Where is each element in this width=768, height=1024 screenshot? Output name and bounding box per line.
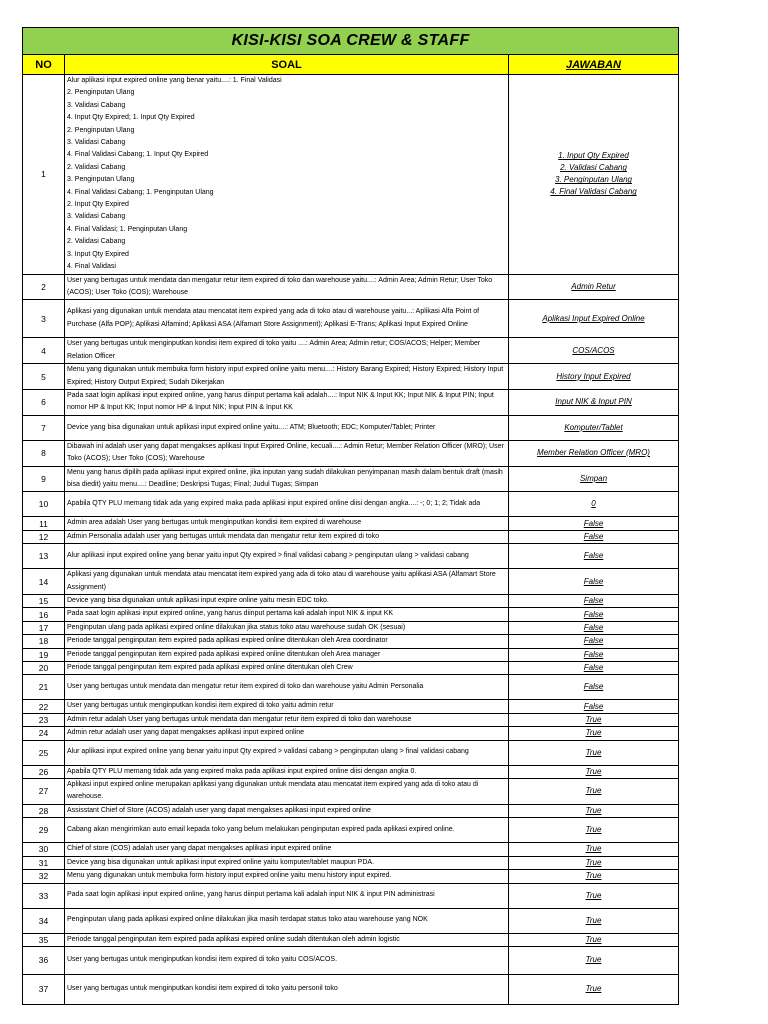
answer-cell [509, 492, 679, 517]
answer-cell [509, 300, 679, 338]
question-line: Aplikasi yang digunakan untuk mendata atau mencatat item expired yang ada di toko atau di warehouse yaitu...: Aplikasi Alfa Point of Purchase (Alfa POP); Aplikasi Alfamind; Aplikasi ASA (Alfamart Store Assignment); Aplikasi E-Trans; Aplikasi Input Expired Online [67, 308, 480, 328]
answer-cell [509, 635, 679, 648]
answer-text: True [585, 747, 602, 757]
table-row [23, 727, 679, 740]
answer-cell [509, 338, 679, 364]
question-number: 13 [23, 544, 65, 569]
answer-text: False [583, 576, 604, 586]
question-number: 34 [23, 908, 65, 933]
answer-text: True [585, 728, 602, 738]
question-text [65, 595, 509, 608]
question-line: Apabila QTY PLU memang tidak ada yang expired maka pada aplikasi input expired online diisi dengan angka....: -; 0; 1; 2; Tidak ada [67, 500, 481, 508]
table-row [23, 75, 679, 275]
table-row [23, 492, 679, 517]
answer-text: 3. Penginputan Ulang [555, 175, 632, 185]
question-text [65, 530, 509, 543]
answer-text: Admin Retur [571, 281, 616, 291]
question-text [65, 662, 509, 675]
sheet-title: KISI-KISI SOA CREW & STAFF [23, 28, 679, 55]
question-number: 29 [23, 818, 65, 843]
question-line: 4. Final Validasi Cabang; 1. Penginputan Ulang [67, 188, 214, 196]
question-line: Alur aplikasi input expired online yang benar yaitu input Qty expired > final validasi cabang > penginputan ulang > validasi cabang [67, 551, 469, 559]
question-number: 22 [23, 700, 65, 713]
answer-text: True [585, 825, 602, 835]
answer-text: False [583, 701, 604, 711]
question-line: 3. Penginputan Ulang [67, 176, 135, 184]
question-line: 2. Validasi Cabang [67, 163, 126, 171]
question-number: 25 [23, 740, 65, 765]
question-text [65, 933, 509, 946]
question-line: User yang bertugas untuk mendata dan mengatur retur item expired di toko dan warehouse yaitu Admin Personalia [67, 683, 424, 691]
question-text [65, 946, 509, 974]
question-number: 36 [23, 946, 65, 974]
answer-cell [509, 713, 679, 726]
question-number: 11 [23, 517, 65, 530]
question-text [65, 440, 509, 466]
table-row [23, 530, 679, 543]
question-number: 35 [23, 933, 65, 946]
question-number: 4 [23, 338, 65, 364]
question-text [65, 415, 509, 440]
answer-text: False [583, 663, 604, 673]
answer-cell [509, 765, 679, 778]
question-line: Apabila QTY PLU memang tidak ada yang expired maka pada aplikasi input expired online diisi dengan angka 0. [67, 767, 417, 775]
question-line: Assisstant Chief of Store (ACOS) adalah user yang dapat mengakses aplikasi input expired online [67, 806, 371, 814]
question-text [65, 713, 509, 726]
question-number: 32 [23, 870, 65, 883]
table-row [23, 870, 679, 883]
answer-text: True [585, 715, 602, 725]
question-text [65, 818, 509, 843]
answer-text: True [585, 806, 602, 816]
answer-cell [509, 544, 679, 569]
question-number: 24 [23, 727, 65, 740]
table-row [23, 608, 679, 621]
answer-text: False [583, 531, 604, 541]
question-text [65, 338, 509, 364]
question-text [65, 544, 509, 569]
answer-text: False [583, 518, 604, 528]
answer-text: True [585, 844, 602, 854]
question-number: 6 [23, 389, 65, 415]
answer-text: Member Relation Officer (MRO) [537, 448, 650, 458]
table-row [23, 364, 679, 390]
answer-text: False [583, 649, 604, 659]
answer-cell [509, 740, 679, 765]
answer-cell [509, 389, 679, 415]
question-number: 17 [23, 621, 65, 634]
question-number: 16 [23, 608, 65, 621]
question-line: Dibawah ini adalah user yang dapat mengakses aplikasi Input Expired Online, kecuali....: Admin Retur; Member Relation Officer (MRO); User Toko (ACOS); User Toko (COS); Warehouse [67, 442, 504, 463]
question-text [65, 727, 509, 740]
question-text [65, 492, 509, 517]
question-number: 3 [23, 300, 65, 338]
answer-cell [509, 946, 679, 974]
question-number: 5 [23, 364, 65, 390]
question-line: Alur aplikasi input expired online yang benar yaitu input Qty expired > validasi cabang > penginputan ulang > final validasi cabang [67, 748, 469, 756]
header-no: NO [23, 55, 65, 75]
question-line: User yang bertugas untuk mendata dan mengatur retur item expired di toko dan warehouse yaitu....: Admin Area; Admin Retur; User Toko (ACOS); User Toko (COS); Warehouse [67, 276, 493, 296]
question-number: 2 [23, 274, 65, 300]
answer-cell [509, 856, 679, 869]
question-number: 8 [23, 440, 65, 466]
question-line: 4. Final Validasi Cabang; 1. Input Qty Expired [67, 151, 209, 159]
answer-cell [509, 621, 679, 634]
question-text [65, 883, 509, 908]
answer-cell [509, 595, 679, 608]
worksheet [22, 27, 678, 1005]
answer-cell [509, 870, 679, 883]
question-text [65, 700, 509, 713]
question-text [65, 675, 509, 700]
table-row [23, 713, 679, 726]
table-row [23, 700, 679, 713]
answer-cell [509, 908, 679, 933]
table-row [23, 300, 679, 338]
answer-text: Input NIK & Input PIN [555, 397, 632, 407]
answer-text: Komputer/Tablet [564, 422, 623, 432]
question-text [65, 804, 509, 817]
table-row [23, 569, 679, 595]
header-row [23, 55, 679, 75]
question-line: Admin retur adalah User yang bertugas untuk mendata dan mengatur retur item expired di toko dan warehouse [67, 715, 412, 723]
question-line: Periode tanggal penginputan item expired pada aplikasi expired online ditentukan oleh Area manager [67, 650, 381, 658]
table-row [23, 648, 679, 661]
answer-cell [509, 675, 679, 700]
question-number: 23 [23, 713, 65, 726]
question-number: 10 [23, 492, 65, 517]
answer-cell [509, 818, 679, 843]
question-line: Admin area adalah User yang bertugas untuk menginputkan kondisi item expired di warehouse [67, 519, 362, 527]
answer-text: True [585, 890, 602, 900]
answer-cell [509, 364, 679, 390]
question-line: Pada saat login aplikasi input expired online, yang harus diinput pertama kali adalah....: Input NIK & Input KK; Input NIK & Input PIN; Input nomor HP & Input KK; Input nomor HP & Input NIK; Input PIN & Input KK [67, 391, 494, 412]
question-line: 2. Validasi Cabang [67, 238, 126, 246]
question-number: 30 [23, 843, 65, 856]
question-line: 4. Input Qty Expired; 1. Input Qty Expired [67, 114, 195, 122]
table-row [23, 635, 679, 648]
answer-cell [509, 662, 679, 675]
answer-text: True [585, 955, 602, 965]
answer-cell [509, 530, 679, 543]
question-line: Menu yang harus dipilih pada aplikasi input expired online, jika inputan yang sudah dilakukan penyimpanan masih dalam bentuk draft (masih bisa diedit) yaitu menu....: Deadline; Deskripsi Tugas; Final; Judul Tugas; Simpan [67, 468, 503, 488]
table-row [23, 274, 679, 300]
question-text [65, 364, 509, 390]
answer-cell [509, 933, 679, 946]
question-line: 2. Penginputan Ulang [67, 126, 135, 134]
table-row [23, 946, 679, 974]
answer-text: History Input Expired [556, 371, 631, 381]
question-text [65, 608, 509, 621]
table-row [23, 675, 679, 700]
answer-cell [509, 804, 679, 817]
question-text [65, 779, 509, 805]
answer-cell [509, 727, 679, 740]
answer-text: False [583, 609, 604, 619]
question-text [65, 75, 509, 275]
question-text [65, 908, 509, 933]
answer-text: Aplikasi Input Expired Online [542, 313, 645, 323]
question-number: 19 [23, 648, 65, 661]
table-body [23, 75, 679, 1005]
answer-cell [509, 466, 679, 492]
question-number: 1 [23, 75, 65, 275]
answer-text: True [585, 857, 602, 867]
question-line: Menu yang digunakan untuk membuka form history input expired online yaitu menu....: History Barang Expired; History Expired; History Input Expired; History Output Expired; Sudah Dikerjakan [67, 366, 504, 386]
table-row [23, 338, 679, 364]
table-row [23, 908, 679, 933]
question-text [65, 635, 509, 648]
answer-text: 0 [591, 499, 596, 509]
question-number: 31 [23, 856, 65, 869]
question-text [65, 974, 509, 1004]
answer-text: Simpan [579, 473, 608, 483]
question-line: User yang bertugas untuk menginputkan kondisi item expired di toko yaitu admin retur [67, 702, 334, 710]
question-line: 3. Validasi Cabang [67, 139, 126, 147]
question-text [65, 621, 509, 634]
answer-text: False [583, 636, 604, 646]
question-number: 15 [23, 595, 65, 608]
answer-text: True [585, 871, 602, 881]
question-line: 4. Final Validasi [67, 263, 116, 271]
question-line: Cabang akan mengirimkan auto email kepada toko yang belum melakukan penginputan expired pada aplikasi expired online. [67, 826, 455, 834]
answer-cell [509, 569, 679, 595]
question-line: 4. Final Validasi; 1. Penginputan Ulang [67, 225, 188, 233]
table-row [23, 883, 679, 908]
question-line: Pada saat login aplikasi input expired online, yang harus diinput pertama kali adalah input NIK & input PIN administrasi [67, 891, 435, 899]
table-row [23, 440, 679, 466]
question-number: 18 [23, 635, 65, 648]
table-row [23, 544, 679, 569]
question-line: Periode tanggal penginputan item expired pada aplikasi expired online ditentukan oleh Area coordinator [67, 637, 388, 645]
question-line: User yang bertugas untuk menginputkan kondisi item expired di toko yaitu COS/ACOS. [67, 956, 338, 964]
question-line: 3. Validasi Cabang [67, 101, 126, 109]
question-number: 27 [23, 779, 65, 805]
answer-text: False [583, 596, 604, 606]
question-line: User yang bertugas untuk menginputkan kondisi item expired di toko yaitu ....: Admin Area; Admin retur; COS/ACOS; Helper; Member Relation Officer [67, 340, 481, 360]
answer-cell [509, 415, 679, 440]
answer-text: 2. Validasi Cabang [560, 163, 627, 173]
table-row [23, 466, 679, 492]
question-text [65, 765, 509, 778]
answer-text: False [583, 682, 604, 692]
question-line: Aplikasi yang digunakan untuk mendata atau mencatat item expired yang ada di toko atau di warehouse yaitu aplikasi ASA (Alfamart Store Assignment) [67, 571, 496, 591]
table-row [23, 595, 679, 608]
table-row [23, 974, 679, 1004]
question-line: Penginputan ulang pada aplikasi expired online dilakukan jika masih terdapat status toko atau warehouse yang NOK [67, 916, 428, 924]
question-text [65, 843, 509, 856]
table-row [23, 933, 679, 946]
question-text [65, 300, 509, 338]
table-row [23, 389, 679, 415]
question-number: 21 [23, 675, 65, 700]
table-row [23, 517, 679, 530]
table-row [23, 843, 679, 856]
question-number: 12 [23, 530, 65, 543]
question-number: 7 [23, 415, 65, 440]
header-soal: SOAL [65, 55, 509, 75]
answer-text: True [585, 984, 602, 994]
table-row [23, 662, 679, 675]
question-line: Admin Personalia adalah user yang bertugas untuk mendata dan mengatur retur item expired di toko [67, 532, 380, 540]
answer-text: True [585, 786, 602, 796]
answer-cell [509, 779, 679, 805]
answer-cell [509, 517, 679, 530]
table-row [23, 740, 679, 765]
question-line: Aplikasi input expired online merupakan aplikasi yang digunakan untuk mendata atau mencatat item expired yang ada di toko atau di warehouse. [67, 781, 479, 801]
answer-text: COS/ACOS [572, 345, 615, 355]
question-line: 3. Validasi Cabang [67, 213, 126, 221]
question-line: Periode tanggal penginputan item expired pada aplikasi expired online sudah ditentukan oleh admin logistic [67, 935, 400, 943]
table-row [23, 779, 679, 805]
question-line: Chief of store (COS) adalah user yang dapat mengakses aplikasi input expired online [67, 845, 332, 853]
question-line: 2. Input Qty Expired [67, 201, 129, 209]
table-row [23, 415, 679, 440]
question-line: User yang bertugas untuk menginputkan kondisi item expired di toko yaitu personil toko [67, 985, 338, 993]
question-number: 28 [23, 804, 65, 817]
answer-text: True [585, 915, 602, 925]
question-number: 26 [23, 765, 65, 778]
answer-cell [509, 75, 679, 275]
question-text [65, 648, 509, 661]
question-number: 9 [23, 466, 65, 492]
question-number: 33 [23, 883, 65, 908]
answer-text: False [583, 623, 604, 633]
answer-cell [509, 974, 679, 1004]
question-number: 14 [23, 569, 65, 595]
question-line: Pada saat login aplikasi input expired online, yang harus diinput pertama kali adalah input NIK & input KK [67, 610, 394, 618]
answer-text: False [583, 551, 604, 561]
answer-cell [509, 700, 679, 713]
question-text [65, 740, 509, 765]
table-row [23, 818, 679, 843]
answer-cell [509, 440, 679, 466]
table-row [23, 856, 679, 869]
question-text [65, 569, 509, 595]
question-line: Device yang bisa digunakan untuk aplikasi input expire online yaitu mesin EDC toko. [67, 597, 329, 604]
question-line: Periode tanggal penginputan item expired pada aplikasi expired online ditentukan oleh Crew [67, 664, 353, 672]
answer-cell [509, 648, 679, 661]
answer-text: 4. Final Validasi Cabang [550, 187, 637, 197]
question-line: Admin retur adalah user yang dapat mengakses aplikasi input expired online [67, 729, 304, 737]
answer-cell [509, 883, 679, 908]
question-number: 37 [23, 974, 65, 1004]
answer-text: True [585, 766, 602, 776]
answer-cell [509, 608, 679, 621]
question-text [65, 274, 509, 300]
question-text [65, 466, 509, 492]
table-row [23, 804, 679, 817]
answer-text: True [585, 934, 602, 944]
table-row [23, 621, 679, 634]
question-text [65, 517, 509, 530]
question-line: Penginputan ulang pada aplikasi expired online dilakukan jika status toko atau warehouse sudah OK (sesuai) [67, 623, 406, 631]
question-text [65, 389, 509, 415]
question-text [65, 870, 509, 883]
quiz-table [22, 27, 679, 1005]
question-line: Alur aplikasi input expired online yang benar yaitu....: 1. Final Validasi [67, 77, 282, 84]
question-line: 2. Penginputan Ulang [67, 89, 135, 97]
question-number: 20 [23, 662, 65, 675]
table-row [23, 765, 679, 778]
answer-text: 1. Input Qty Expired [558, 151, 629, 161]
question-line: Device yang bisa digunakan untuk aplikasi input expired online yaitu komputer/tablet maupun PDA. [67, 858, 375, 866]
header-jawaban: JAWABAN [509, 55, 679, 75]
answer-cell [509, 274, 679, 300]
question-line: Device yang bisa digunakan untuk aplikasi input expired online yaitu....: ATM; Bluetooth; EDC; Komputer/Tablet; Printer [67, 423, 436, 431]
question-text [65, 856, 509, 869]
question-line: 3. Input Qty Expired [67, 250, 129, 258]
question-line: Menu yang digunakan untuk membuka form history input expired online yaitu menu history input expired. [67, 872, 392, 880]
answer-cell [509, 843, 679, 856]
